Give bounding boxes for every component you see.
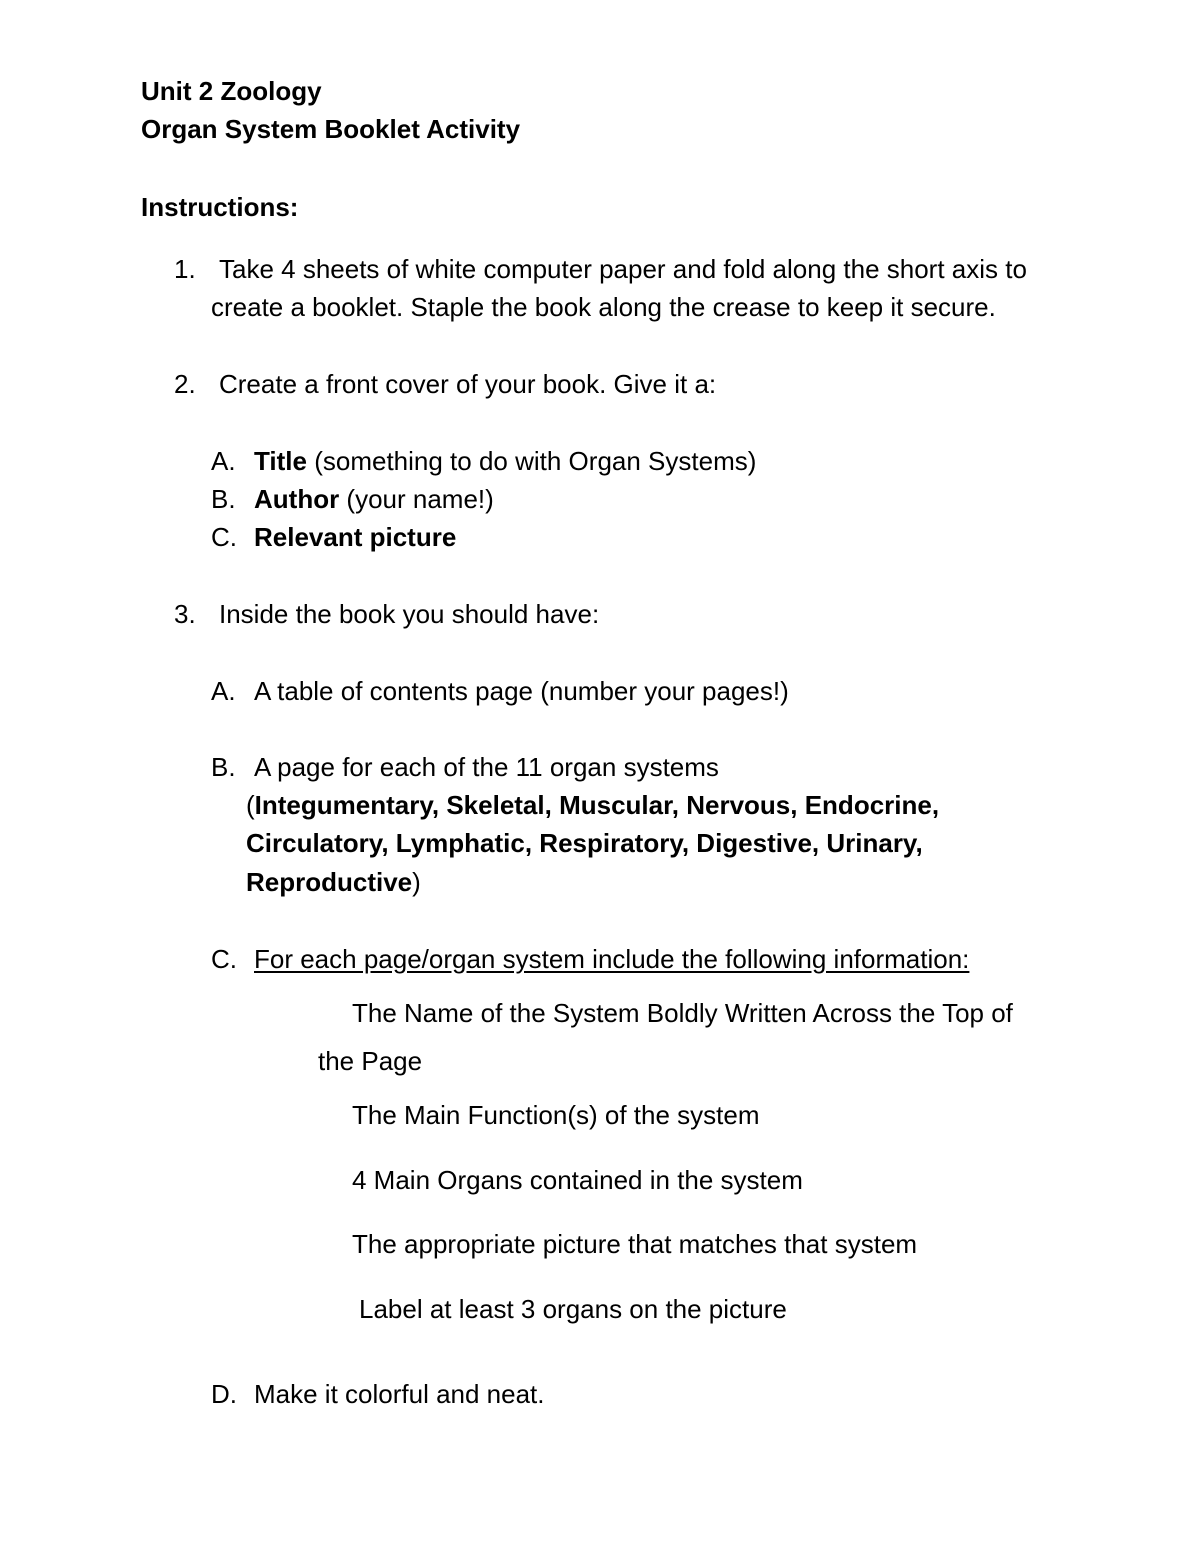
organ-systems-line-3 (246, 865, 421, 899)
step-1-line-2: create a booklet. Staple the book along the crease to keep it secure. (211, 292, 996, 322)
activity-title: Organ System Booklet Activity (141, 114, 521, 144)
step-2-text: Create a front cover of your book. Give it a: (219, 369, 717, 399)
step-2-c-marker: C. (211, 522, 237, 552)
step-3-a-item: A table of contents page (number your pages!) (254, 676, 789, 706)
step-1-number: 1. (174, 254, 196, 284)
unit-heading: Unit 2 Zoology (141, 76, 322, 106)
step-2-a-item (254, 444, 756, 478)
info-item-label-organs: Label at least 3 organs on the picture (359, 1294, 787, 1324)
organ-systems-list-3: Reproductive (246, 867, 413, 897)
organ-systems-close-paren: ) (412, 867, 421, 897)
step-2-number: 2. (174, 369, 196, 399)
step-2-c-item: Relevant picture (254, 522, 457, 552)
step-2-b-bold: Author (254, 484, 340, 514)
info-item-main-function: The Main Function(s) of the system (352, 1100, 760, 1130)
step-2-b-item (254, 482, 494, 516)
step-1-line-1: Take 4 sheets of white computer paper and fold along the short axis to (219, 254, 1027, 284)
step-3-d-item: Make it colorful and neat. (254, 1379, 545, 1409)
step-3-b-item: A page for each of the 11 organ systems (254, 752, 719, 782)
instructions-label: Instructions: (141, 192, 299, 222)
step-2-b-marker: B. (211, 484, 236, 514)
info-item-system-name-cont: the Page (318, 1046, 423, 1076)
step-3-a-marker: A. (211, 676, 236, 706)
step-2-a-marker: A. (211, 446, 236, 476)
info-item-picture: The appropriate picture that matches that system (352, 1229, 918, 1259)
step-3-b-marker: B. (211, 752, 236, 782)
step-3-text: Inside the book you should have: (219, 599, 600, 629)
info-item-main-organs: 4 Main Organs contained in the system (352, 1165, 803, 1195)
organ-systems-line-1 (246, 788, 939, 822)
step-3-d-marker: D. (211, 1379, 237, 1409)
organ-systems-line-2: Circulatory, Lymphatic, Respiratory, Digestive, Urinary, (246, 828, 923, 858)
step-3-c-item: For each page/organ system include the following information: (254, 944, 970, 974)
info-item-system-name: The Name of the System Boldly Written Across the Top of (352, 998, 1013, 1028)
step-2-a-rest: (something to do with Organ Systems) (306, 446, 757, 476)
step-2-b-rest: (your name!) (339, 484, 494, 514)
step-3-c-marker: C. (211, 944, 237, 974)
organ-systems-list-1: Integumentary, Skeletal, Muscular, Nervous, Endocrine, (254, 790, 940, 820)
step-2-a-bold: Title (254, 446, 307, 476)
step-3-number: 3. (174, 599, 196, 629)
organ-systems-open-paren: ( (246, 790, 255, 820)
